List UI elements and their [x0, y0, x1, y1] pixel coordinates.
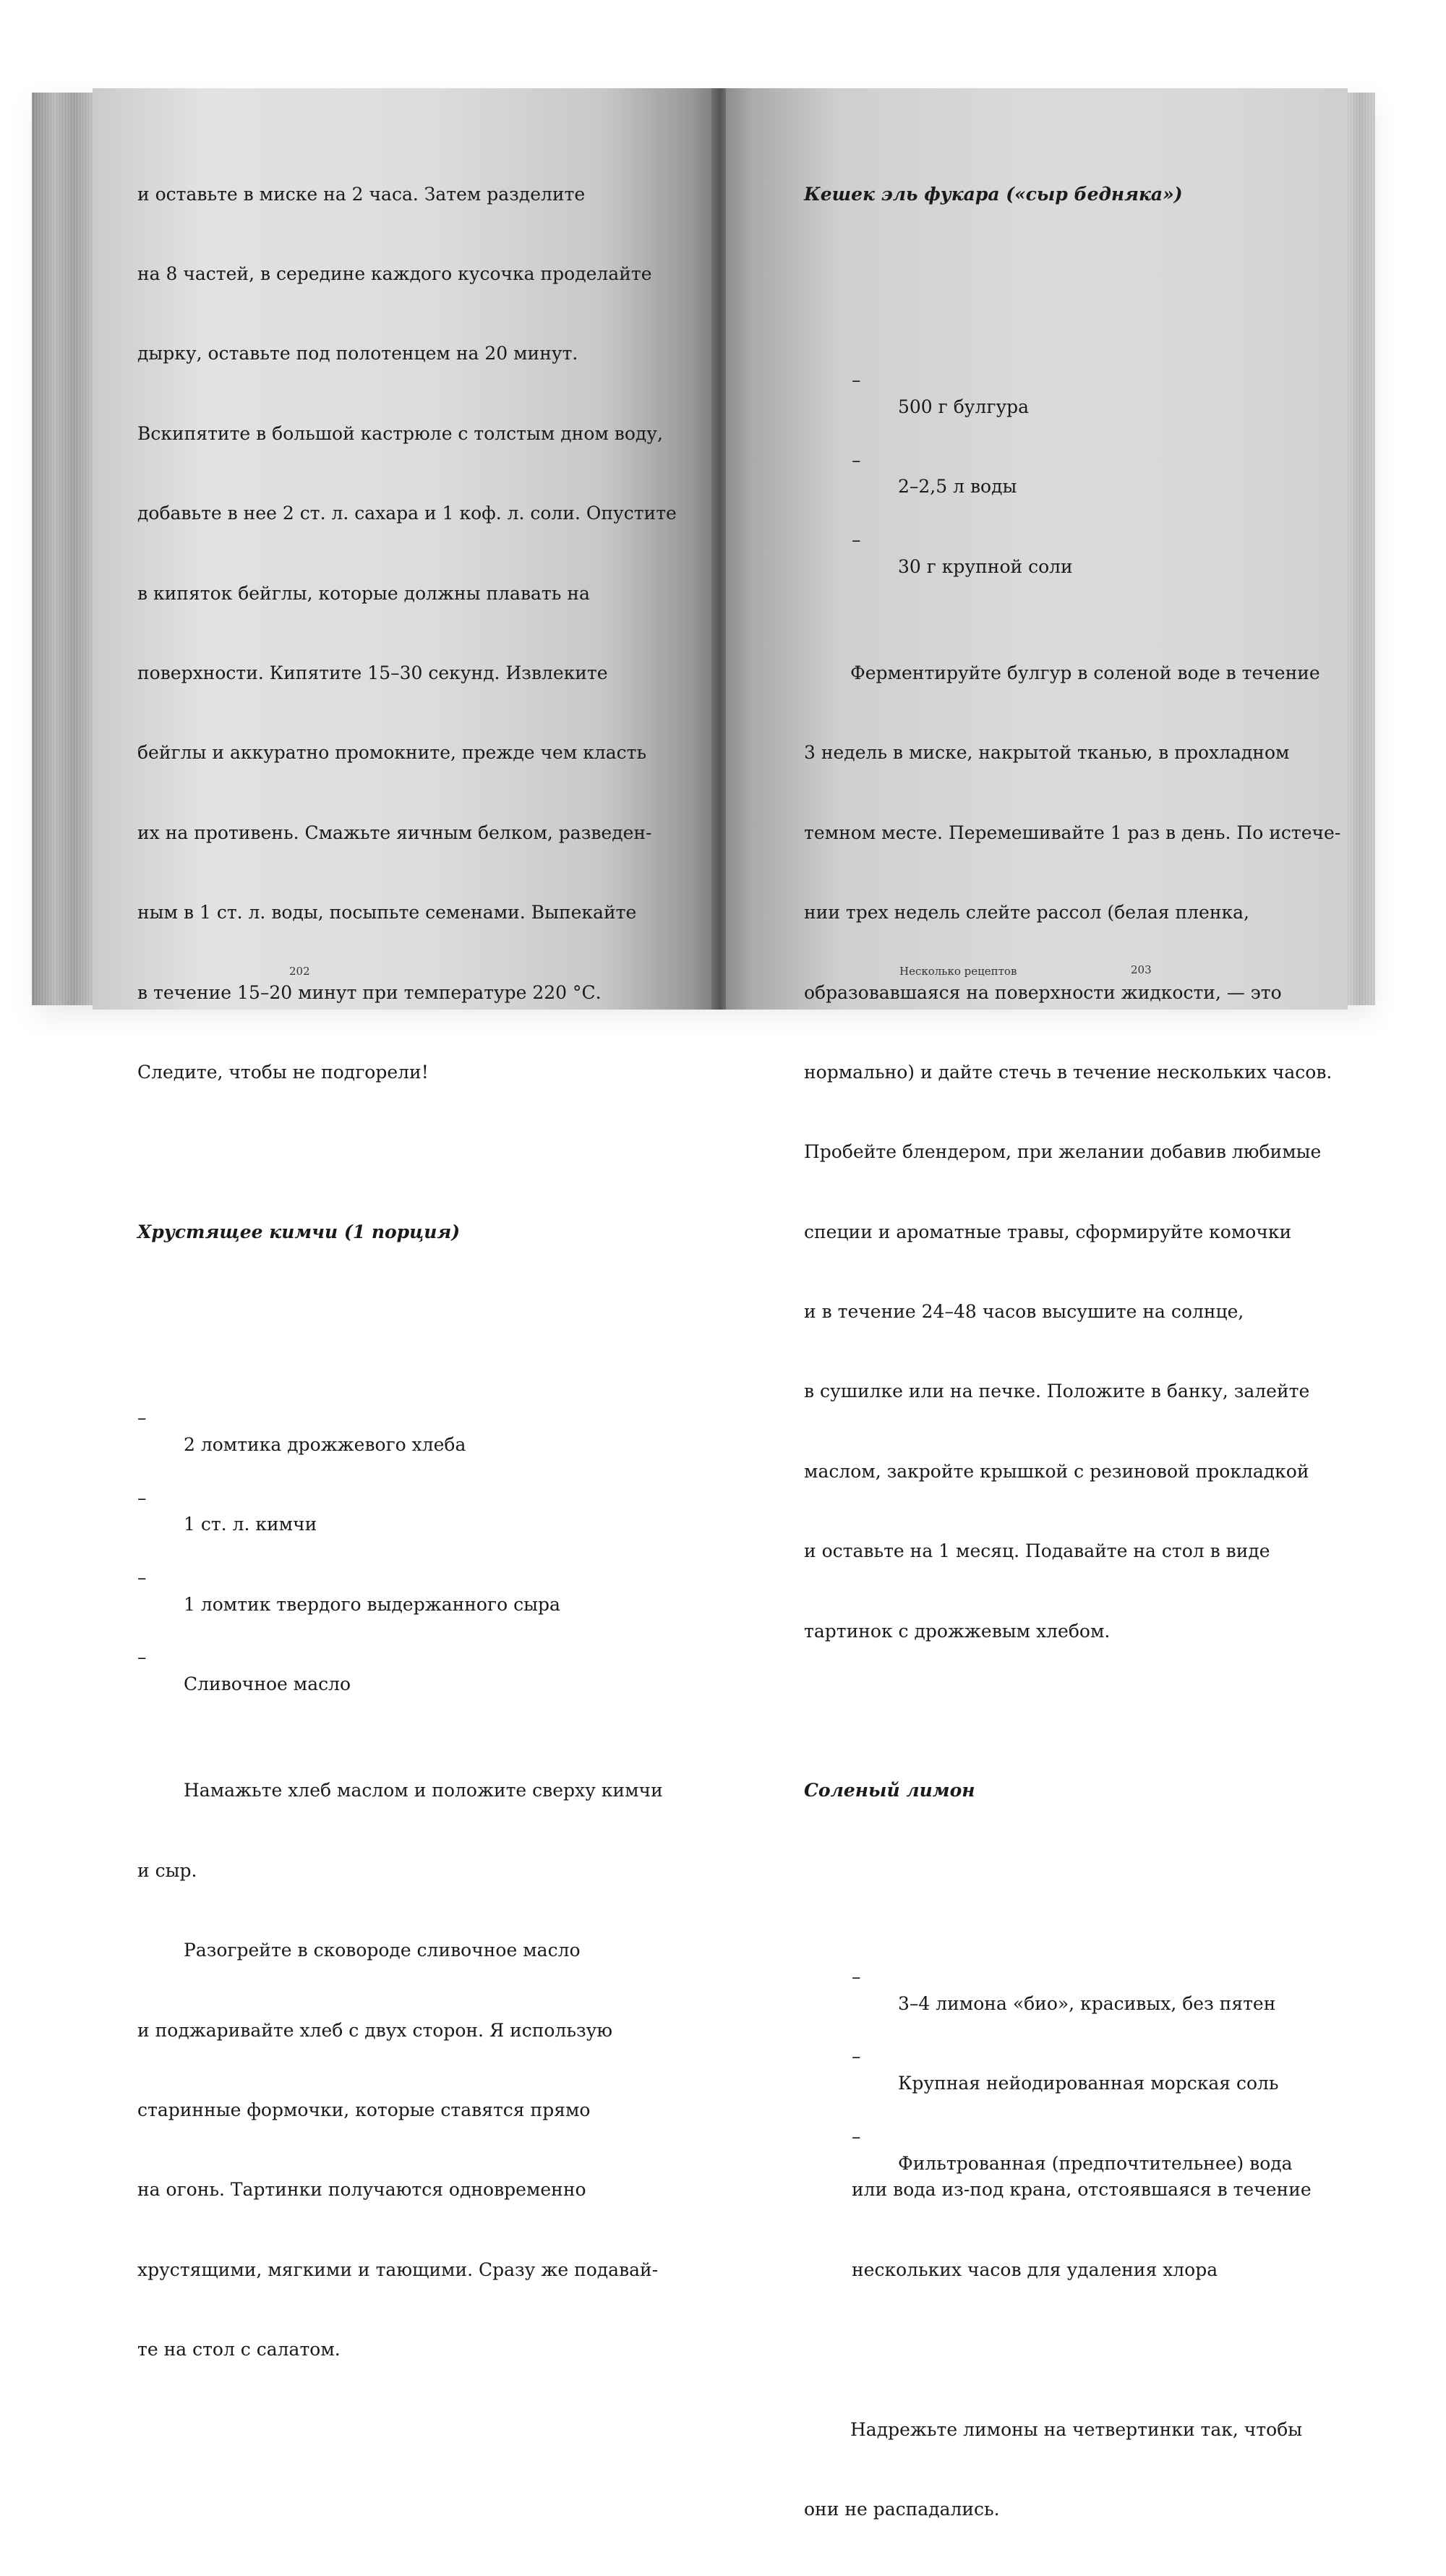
body-line: их на противень. Смажьте яичным белком, разведен- — [137, 822, 652, 843]
ingredient-item: – 2 ломтика дрожжевого хлеба — [137, 1378, 677, 1405]
body-line: те на стол с салатом. — [137, 2339, 341, 2360]
body-line: в сушилке или на печке. Положите в банку, залейте — [804, 1381, 1310, 1402]
ingredient-item: – 1 ст. л. кимчи — [137, 1459, 677, 1485]
page-number-left: 202 — [289, 965, 310, 978]
body-line: 3 недель в миске, накрытой тканью, в прохладном — [804, 742, 1290, 764]
body-line: маслом, закройте крышкой с резиновой прокладкой — [804, 1460, 1309, 1482]
body-line: Вскипятите в большой кастрюле с толстым дном воду, — [137, 422, 663, 444]
list-dash: – — [137, 1647, 147, 1668]
recipe-heading-keshek: Кешек эль фукара («сыр бедняка») — [804, 183, 1183, 205]
left-page — [93, 88, 714, 2360]
ingredient-item: – Фильтрованная (предпочтительнее) вода — [804, 2097, 1340, 2124]
page-number-right: 203 — [1131, 963, 1152, 976]
body-line: хрустящими, мягкими и тающими. Сразу же подавай- — [137, 2259, 659, 2280]
body-line: специи и ароматные травы, сформируйте комочки — [804, 1221, 1292, 1242]
body-line: поверхности. Кипятите 15–30 секунд. Извлеките — [137, 662, 608, 683]
body-line: Надрежьте лимоны на четвертинки так, чтобы — [850, 2418, 1303, 2440]
body-line: темном месте. Перемешивайте 1 раз в день. По истече- — [804, 822, 1341, 843]
body-line: нормально) и дайте стечь в течение нескольких часов. — [804, 1061, 1332, 1083]
body-line: Пробейте блендером, при желании добавив любимые — [804, 1141, 1322, 1163]
ingredient-continuation: или вода из-под крана, отстоявшаяся в течение — [852, 2179, 1312, 2201]
body-line: нии трех недель слейте рассол (белая пленка, — [804, 902, 1249, 924]
left-page-body — [137, 128, 677, 2417]
right-page — [726, 88, 1348, 2520]
body-line: Разогрейте в сковороде сливочное масло — [184, 1940, 581, 1961]
body-line: и поджаривайте хлеб с двух сторон. Я использую — [137, 2019, 613, 2041]
body-line: дырку, оставьте под полотенцем на 20 минут. — [137, 343, 578, 364]
body-line: они не распадались. — [804, 2498, 1000, 2520]
body-line: в течение 15–20 минут при температуре 220 °С. — [137, 981, 602, 1003]
body-line: Намажьте хлеб маслом и положите сверху кимчи — [184, 1780, 663, 1801]
body-line: ным в 1 ст. л. воды, посыпьте семенами. Выпекайте — [137, 902, 637, 924]
right-page-body — [804, 128, 1340, 2576]
body-line: добавьте в нее 2 ст. л. сахара и 1 коф. л. соли. Опустите — [137, 503, 677, 524]
list-dash: – — [852, 1966, 861, 1987]
body-line: в кипяток бейглы, которые должны плавать на — [137, 582, 590, 604]
recipe-heading-kimchi: Хрустящее кимчи (1 порция) — [137, 1221, 461, 1242]
body-line: и в течение 24–48 часов высушите на солнце, — [804, 1301, 1244, 1323]
recipe-heading-lemon: Соленый лимон — [804, 1780, 975, 1801]
ingredient-item: – Сливочное масло — [137, 1618, 677, 1645]
body-line: бейглы и аккуратно промокните, прежде чем класть — [137, 742, 647, 764]
page-stack-left — [32, 93, 97, 1005]
ingredient-item: – 500 г булгура — [804, 341, 1340, 367]
ingredient-item: – 3–4 лимона «био», красивых, без пятен — [804, 1937, 1340, 1964]
list-dash: – — [137, 1487, 147, 1509]
running-title: Несколько рецептов — [899, 965, 1017, 978]
list-dash: – — [852, 2046, 861, 2068]
body-line: и сыр. — [137, 1859, 197, 1881]
body-line: тартинок с дрожжевым хлебом. — [804, 1620, 1111, 1642]
page-stack-right — [1345, 93, 1375, 1005]
body-line: Ферментируйте булгур в соленой воде в течение — [850, 662, 1320, 683]
list-dash: – — [852, 529, 861, 550]
body-line: на огонь. Тартинки получаются одновременно — [137, 2179, 586, 2201]
list-dash: – — [852, 2125, 861, 2147]
ingredient-continuation: нескольких часов для удаления хлора — [852, 2259, 1218, 2280]
list-dash: – — [137, 1407, 147, 1429]
ingredient-item: – 1 ломтик твердого выдержанного сыра — [137, 1538, 677, 1565]
ingredient-item: – 30 г крупной соли — [804, 500, 1340, 527]
list-dash: – — [852, 370, 861, 391]
body-line: и оставьте на 1 месяц. Подавайте на стол в виде — [804, 1540, 1270, 1562]
body-line: образовавшаяся на поверхности жидкости, — это — [804, 981, 1282, 1003]
body-line: и оставьте в миске на 2 часа. Затем разделите — [137, 183, 586, 205]
list-dash: – — [137, 1567, 147, 1589]
ingredient-item: – 2–2,5 л воды — [804, 421, 1340, 448]
body-line: Следите, чтобы не подгорели! — [137, 1061, 429, 1083]
list-dash: – — [852, 449, 861, 471]
ingredient-item: – Крупная нейодированная морская соль — [804, 2018, 1340, 2044]
body-line: старинные формочки, которые ставятся прямо — [137, 2099, 591, 2120]
body-line: на 8 частей, в середине каждого кусочка проделайте — [137, 263, 652, 284]
